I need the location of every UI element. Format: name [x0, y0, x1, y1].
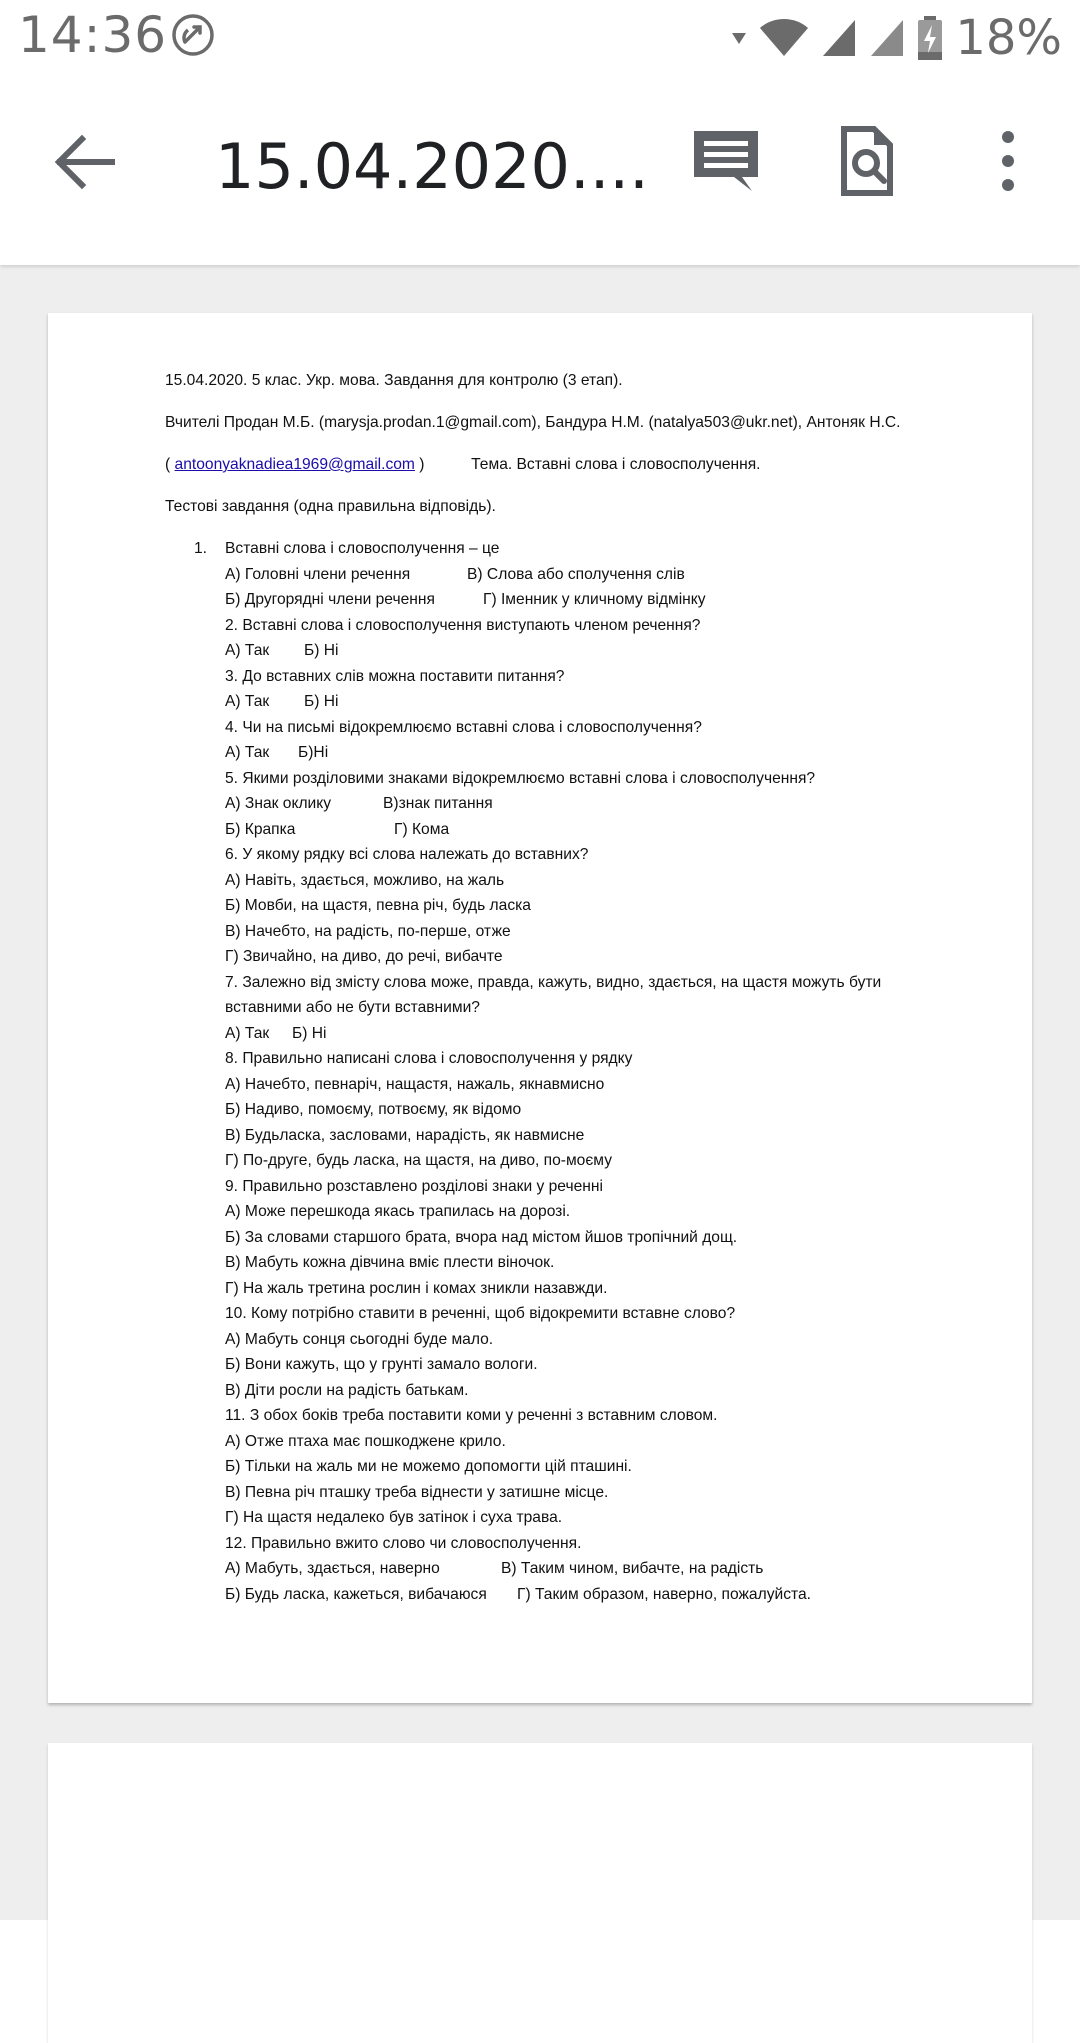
signal-icon-2	[869, 18, 905, 58]
document-viewer[interactable]	[0, 265, 1080, 1920]
sync-icon	[170, 12, 216, 58]
list-item: Г) По-друге, будь ласка, на щастя, на диво, по-моєму	[225, 1152, 613, 1169]
list-item: А) Отже птаха має пошкоджене крило.	[225, 1432, 506, 1450]
list-item: А) Так Б) Ні	[225, 1024, 327, 1042]
battery-charging-icon	[917, 15, 943, 61]
list-item: А) Навіть, здається, можливо, на жаль	[225, 871, 505, 889]
email-link[interactable]: antoonyaknadiea1969@gmail.com	[174, 456, 415, 473]
list-item: А) Так Б) Ні	[225, 642, 339, 659]
app-bar	[0, 75, 1080, 265]
list-item: 10. Кому потрібно ставити в реченні, щоб відокремити вставне слово?	[225, 1305, 736, 1322]
document-page-2	[48, 1743, 1032, 2043]
list-item: Г) На жаль третина рослин і комах зникли назавжди.	[225, 1279, 608, 1297]
list-item: 3. До вставних слів можна поставити питання?	[225, 667, 565, 685]
list-item: В) Діти росли на радість батькам.	[225, 1381, 469, 1399]
status-time: 14:36	[18, 6, 168, 64]
list-item: А) Мабуть, здається, наверно В) Таким чином, вибачте, на радість	[225, 1560, 764, 1577]
list-item: А) Головні члени речення В) Слова або сполучення слів	[225, 565, 685, 583]
list-item: А) Знак оклику В)знак питання	[225, 795, 493, 812]
more-options-icon[interactable]	[972, 125, 1044, 197]
list-item: В) Будьласка, засловами, нарадість, як навмисне	[225, 1126, 585, 1144]
list-item: Б) Вони кажуть, що у грунті замало вологи.	[225, 1356, 538, 1373]
list-item: А) Мабуть сонця сьогодні буде мало.	[225, 1330, 494, 1348]
list-item: Б) За словами старшого брата, вчора над містом йшов тропічний дощ.	[225, 1228, 738, 1246]
test-intro: Тестові завдання (одна правильна відповідь).	[165, 498, 496, 515]
list-item: Б) Будь ласка, кажеться, вибачаюся Г) Таким образом, наверно, пожалуйста.	[225, 1585, 811, 1603]
signal-icon	[821, 18, 857, 58]
battery-percent: 18%	[955, 10, 1062, 66]
paren-open: (	[165, 456, 171, 473]
list-item: Б) Другорядні члени речення Г) Іменник у кличному відмінку	[225, 591, 706, 608]
list-item: А) Так Б)Ні	[225, 744, 329, 761]
list-item: В) Мабуть кожна дівчина вміє плести віночок.	[225, 1254, 555, 1271]
list-item: 5. Якими розділовими знаками відокремлюємо вставні слова і словосполучення?	[225, 769, 816, 787]
list-item: А) Може перешкода якась трапилась на дорозі.	[225, 1203, 571, 1220]
teachers-line: Вчителі Продан М.Б. (marysja.prodan.1@gmail.com), Бандура Н.М. (natalya503@ukr.net), Антоняк Н.С.	[165, 414, 901, 431]
header-line: 15.04.2020. 5 клас. Укр. мова. Завдання для контролю (3 етап).	[165, 372, 623, 389]
list-item: Вставні слова і словосполучення – це	[225, 540, 500, 557]
list-item: Б) Мовби, на щастя, певна річ, будь ласка	[225, 897, 531, 914]
list-item: 12. Правильно вжито слово чи словосполучення.	[225, 1534, 582, 1552]
list-item: 9. Правильно розставлено розділові знаки у реченні	[225, 1177, 603, 1195]
list-item: 8. Правильно написані слова і словосполучення у рядку	[225, 1050, 633, 1067]
comment-icon[interactable]	[690, 125, 762, 197]
list-item: 7. Залежно від змісту слова може, правда, кажуть, видно, здається, на щастя можуть бути	[225, 973, 882, 991]
find-in-document-icon[interactable]	[830, 125, 902, 197]
topic-text: Тема. Вставні слова і словосполучення.	[471, 456, 761, 473]
list-item: В) Певна річ пташку треба віднести у затишне місце.	[225, 1483, 609, 1501]
list-item: Г) На щастя недалеко був затінок і суха трава.	[225, 1509, 563, 1526]
document-title: 15.04.2020....	[215, 130, 649, 203]
list-item: Г) Звичайно, на диво, до речі, вибачте	[225, 948, 503, 965]
list-item: А) Так Б) Ні	[225, 693, 339, 710]
list-item: В) Начебто, на радість, по-перше, отже	[225, 922, 511, 940]
list-item: вставними або не бути вставними?	[225, 999, 480, 1016]
paren-close: )	[419, 456, 425, 473]
contact-topic-line	[165, 456, 761, 474]
list-item: Б) Крапка Г) Кома	[225, 820, 450, 838]
list-item: Б) Тільки на жаль ми не можемо допомогти цій пташині.	[225, 1458, 632, 1475]
list-item: А) Начебто, певнаріч, нащастя, нажаль, якнавмисно	[225, 1075, 605, 1093]
wifi-icon	[759, 18, 809, 58]
status-bar	[0, 0, 1080, 75]
list-item: 2. Вставні слова і словосполучення виступають членом речення?	[225, 616, 701, 634]
back-arrow-icon[interactable]	[50, 127, 120, 197]
list-item: Б) Надиво, помоєму, потвоєму, як відомо	[225, 1101, 522, 1118]
list-item: 4. Чи на письмі відокремлюємо вставні слова і словосполучення?	[225, 718, 702, 736]
data-arrow-icon	[731, 30, 747, 46]
list-item: 6. У якому рядку всі слова належать до вставних?	[225, 846, 589, 863]
list-number: 1.	[194, 540, 208, 557]
document-page	[48, 313, 1032, 1703]
list-item: 11. З обох боків треба поставити коми у реченні з вставним словом.	[225, 1407, 718, 1424]
status-icons	[731, 8, 1062, 68]
